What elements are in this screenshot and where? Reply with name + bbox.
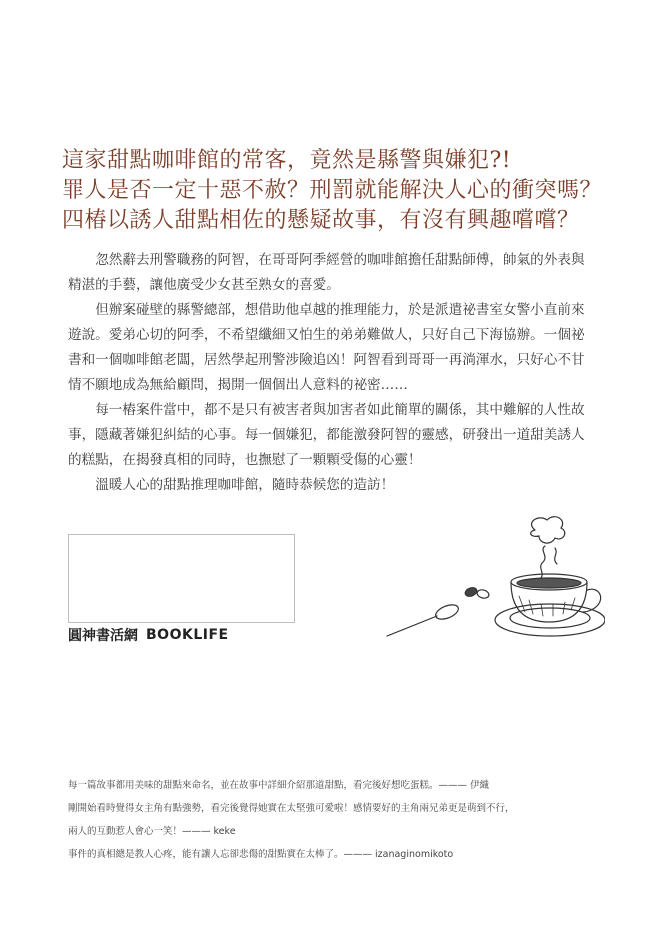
coffee-cup-illustration (385, 510, 605, 650)
synopsis-paragraph: 忽然辭去刑警職務的阿智，在哥哥阿季經營的咖啡館擔任甜點師傅，帥氣的外表與精湛的手藝，讓他廣受少女甚至熟女的喜愛。 (68, 252, 585, 293)
blank-frame (68, 534, 295, 623)
reader-reviews (68, 774, 608, 866)
tagline-line: 罪人是否一定十惡不赦？刑罰就能解決人心的衝突嗎？ (62, 178, 603, 203)
review-line: 剛開始看時覺得女主角有點強勢，看完後覺得她實在太堅強可愛啦！感情要好的主角兩兄弟更是萌到不行， (68, 803, 515, 814)
synopsis (68, 248, 588, 498)
publisher-name-zh: 圓神書活網 (68, 628, 138, 644)
publisher-logo (68, 625, 229, 645)
review-line: 每一篇故事都用美味的甜點來命名，並在故事中詳細介紹那道甜點，看完後好想吃蛋糕。——— 伊織 (68, 780, 490, 791)
tagline-line: 四椿以誘人甜點相佐的懸疑故事，有沒有興趣嚐嚐？ (62, 208, 580, 233)
synopsis-paragraph: 每一樁案件當中，都不是只有被害者與加害者如此簡單的關係，其中難解的人性故事，隱藏著嫌犯糾結的心事。每一個嫌犯，都能激發阿智的靈感，研發出一道甜美誘人的糕點，在揭發真相的同時，也撫慰了一顆顆受傷的心靈！ (68, 402, 585, 468)
tagline-line: 這家甜點咖啡館的常客，竟然是縣警與嫌犯?! (62, 148, 512, 173)
synopsis-paragraph: 但辦案碰壁的縣警總部，想借助他卓越的推理能力，於是派遣祕書室女警小直前來遊說。愛弟心切的阿季，不希望纖細又怕生的弟弟難做人，只好自己下海協辦。一個祕書和一個咖啡館老闆，居然學起刑警涉險追凶！阿智看到哥哥一再淌渾水，只好心不甘情不願地成為無給顧問，揭開一個個出人意料的祕密…… (68, 302, 585, 393)
review-line: 兩人的互動惹人會心一笑！——— keke (68, 826, 236, 837)
synopsis-paragraph: 溫暖人心的甜點推理咖啡館，隨時恭候您的造訪！ (95, 477, 395, 493)
tagline (62, 146, 622, 236)
publisher-name-en: BOOKLIFE (146, 627, 229, 643)
review-line: 事件的真相總是教人心疼，能有讓人忘卻悲傷的甜點實在太棒了。——— izanaginomikoto (68, 849, 454, 860)
